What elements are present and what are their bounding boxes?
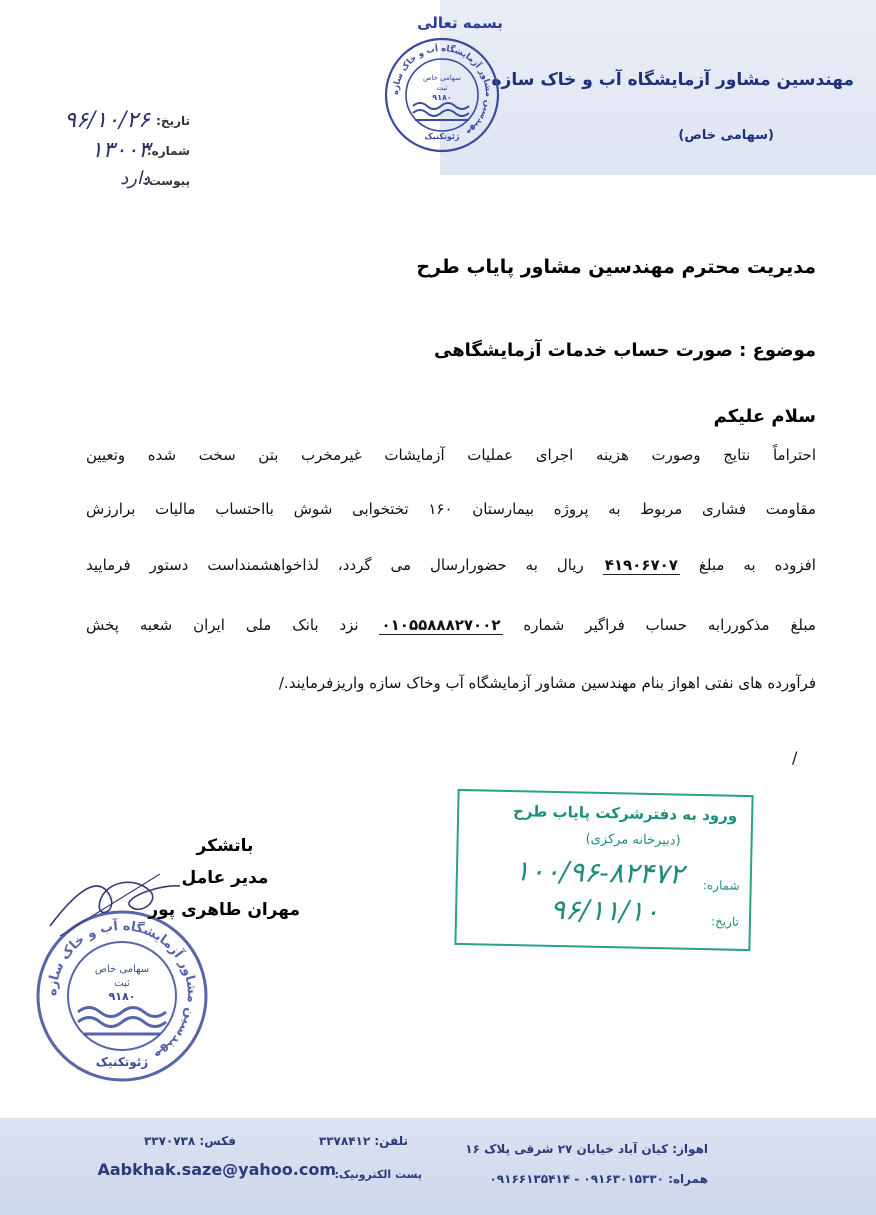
body-line-2: مقاومت فشاری مربوط به پروژه بیمارستان ۱۶۰ تختخوابی شوش بااحتساب مالیات برارزش xyxy=(86,500,816,518)
company-seal-top xyxy=(383,36,501,154)
body-line-5: فرآورده های نفتی اهواز بنام مهندسین مشاور آزمایشگاه آب وخاک سازه واریزفرمایند./ xyxy=(278,674,816,692)
seal-bottom-center-text: سهامی خاص xyxy=(94,964,150,975)
received-stamp-title: ورود به دفترشرکت پایاب طرح xyxy=(512,802,738,825)
attachment-label: پیوست: xyxy=(143,174,190,188)
signature-name: مهران طاهری پور xyxy=(148,900,300,920)
body-line-4-start: مبلغ مذکوررابه حساب فراگیر شماره xyxy=(523,616,816,634)
number-value: ۱۳۰۰۳ xyxy=(90,138,150,163)
bismillah: بسمه تعالی xyxy=(417,14,503,32)
meta-date-row xyxy=(20,108,190,138)
seal-bottom-reg-label: ثبت xyxy=(114,978,130,989)
signature-thanks: باتشکر xyxy=(196,836,254,856)
company-name: مهندسین مشاور آزمایشگاه آب و خاک سازه xyxy=(491,70,854,90)
body-line-3-start: افزوده به مبلغ xyxy=(698,556,816,574)
received-number-label: شماره: xyxy=(702,878,740,893)
company-type: (سهامی خاص) xyxy=(678,128,774,143)
received-date-label: تاریخ: xyxy=(710,914,740,929)
subject-text: صورت حساب خدمات آزمایشگاهی xyxy=(433,340,733,361)
footer-email: Aabkhak.saze@yahoo.com xyxy=(97,1160,336,1179)
seal-reg-no: ۹۱۸۰ xyxy=(432,93,452,102)
seal-reg-label: ثبت xyxy=(436,84,448,92)
footer-phone: تلفن: ۳۳۷۸۴۱۲ xyxy=(318,1134,408,1148)
seal-bottom-bottom-text: ژئوتکنیک xyxy=(95,1055,149,1069)
body-line-4-end: نزد بانک ملی ایران شعبه پخش xyxy=(86,616,359,634)
body-line-4 xyxy=(86,616,816,634)
received-stamp xyxy=(454,789,753,951)
subject-label: موضوع : xyxy=(739,340,816,361)
seal-bottom-text: ژئوتکنیک xyxy=(424,132,460,141)
seal-ring-text: مهندسین مشاور آزمایشگاه آب و خاک سازه xyxy=(390,43,494,138)
received-stamp-subtitle: (دبیرخانه مرکزی) xyxy=(585,831,681,849)
letterhead-footer xyxy=(0,1118,876,1215)
handwritten-signature xyxy=(40,866,190,946)
seal-center-text: سهامی خاص xyxy=(423,74,461,82)
seal-bottom-reg-no: ۹۱۸۰ xyxy=(108,990,136,1003)
footer-mobile: همراه: ۰۹۱۶۳۰۱۵۳۳۰ - ۰۹۱۶۶۱۳۵۴۱۴ xyxy=(489,1172,708,1186)
date-value: ۹۶/۱۰/۲۶ xyxy=(64,108,150,133)
body-line-3-end: ریال به حضورارسال می گردد، لذاخواهشمنداست دستور فرمایید xyxy=(86,556,584,574)
meta-attachment-row xyxy=(20,168,190,198)
date-label: تاریخ: xyxy=(156,114,190,128)
body-line-1: احتراماً نتایج وصورت هزینه اجرای عملیات آزمایشات غیرمخرب بتن سخت شده وتعیین xyxy=(86,446,816,464)
footer-address: اهواز: کیان آباد خیابان ۲۷ شرقی پلاک ۱۶ xyxy=(465,1142,708,1156)
number-label: شماره: xyxy=(146,144,190,158)
addressee: مدیریت محترم مهندسین مشاور پایاب طرح xyxy=(416,256,816,278)
letter-meta xyxy=(20,108,190,198)
greeting: سلام علیکم xyxy=(713,406,816,427)
invoice-amount: ۴۱۹۰۶۷۰۷ xyxy=(604,556,678,574)
received-date-value: ۹۶/۱۱/۱۰ xyxy=(549,892,660,929)
subject-line xyxy=(434,340,816,361)
footer-fax: فکس: ۳۳۷۰۷۳۸ xyxy=(143,1134,236,1148)
received-number-value: ۱۰۰/۹۶-۸۲۴۷۲ xyxy=(514,854,685,891)
meta-number-row xyxy=(20,138,190,168)
signature-title: مدیر عامل xyxy=(181,868,269,888)
attachment-value: دارد xyxy=(120,168,150,189)
account-number: ۰۱۰۵۵۸۸۸۲۷۰۰۲ xyxy=(381,616,501,634)
body-line-3 xyxy=(86,556,816,574)
end-mark: / xyxy=(792,748,798,767)
footer-email-label: پست الکترونیک: xyxy=(334,1168,422,1181)
seal-bottom-ring-text: مهندسین مشاور آزمایشگاه آب و خاک سازه xyxy=(44,918,200,1064)
